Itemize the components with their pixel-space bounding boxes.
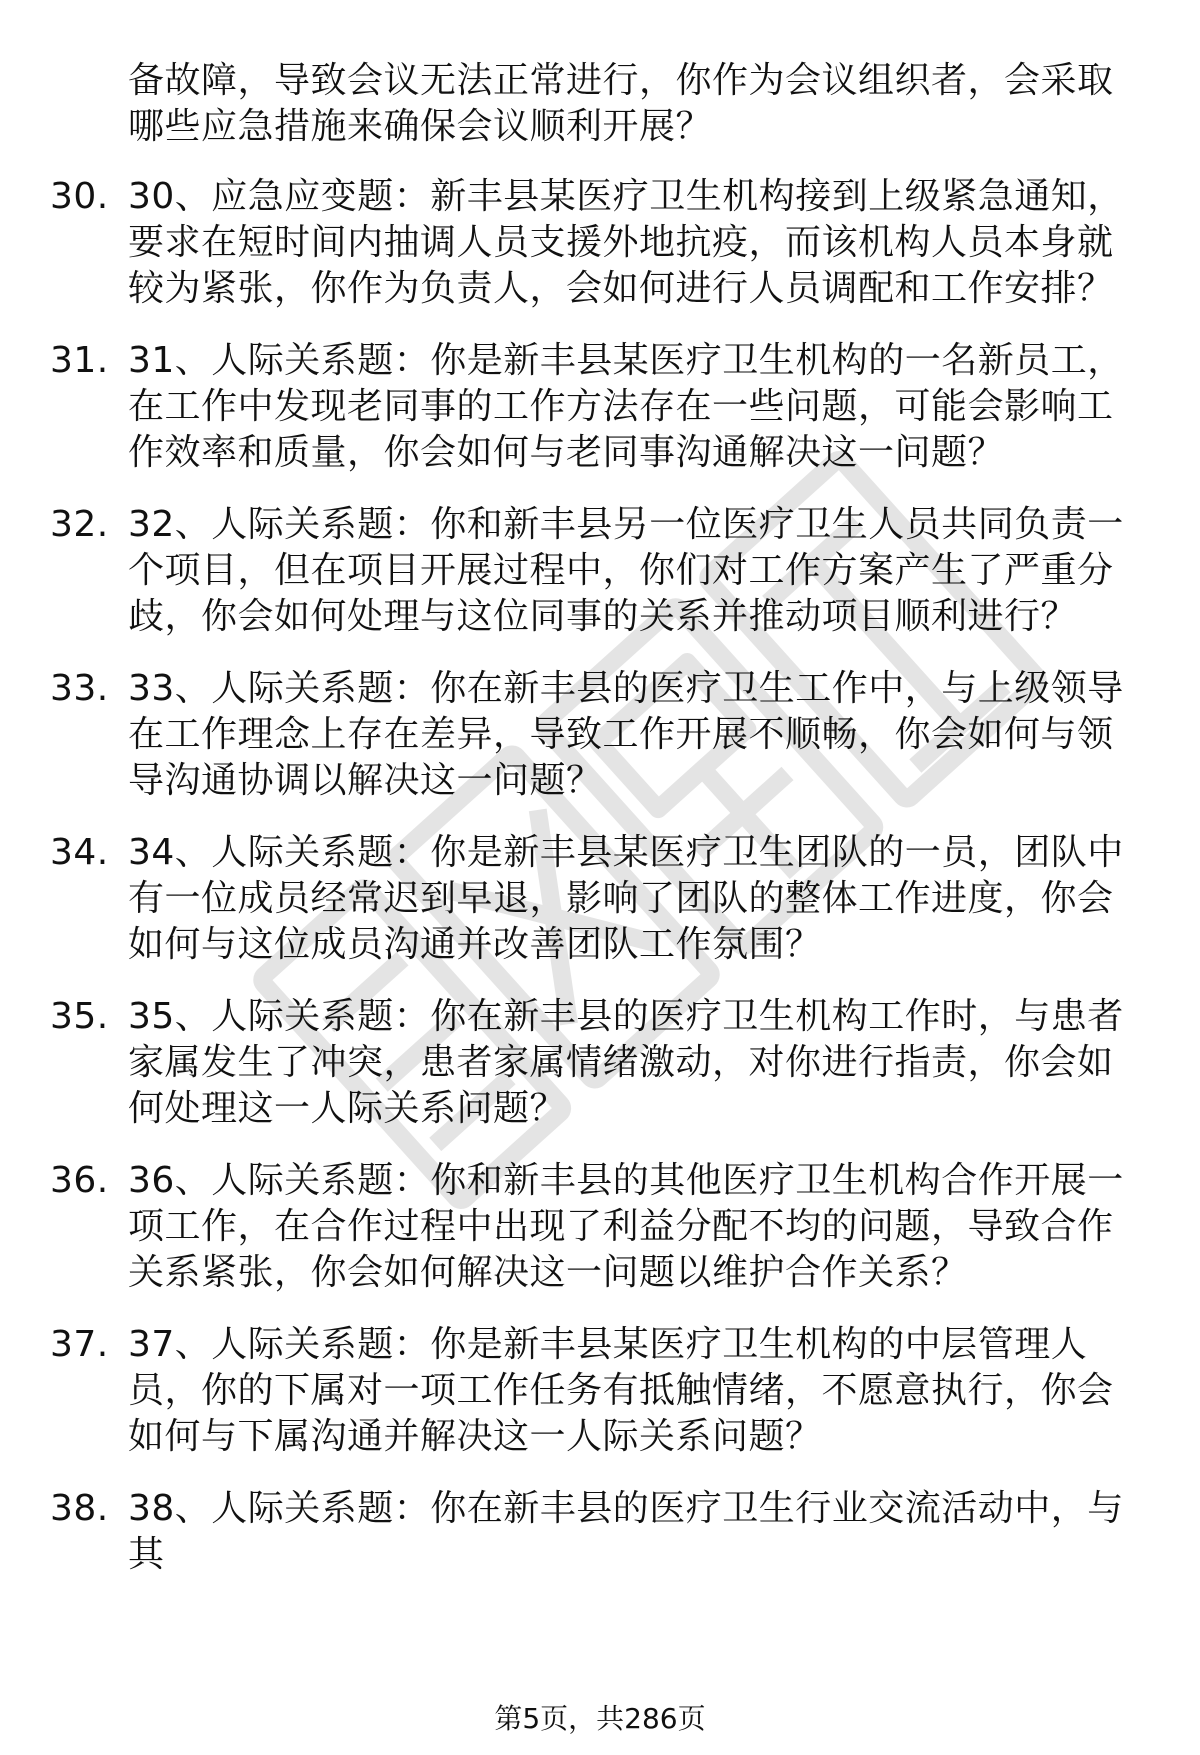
question-number: 36. xyxy=(50,1160,109,1201)
question-text: 35、人际关系题：你在新丰县的医疗卫生机构工作时，与患者家属发生了冲突，患者家属情绪激动，对你进行指责，你会如何处理这一人际关系问题？ xyxy=(128,996,1124,1129)
question-text: 30、应急应变题：新丰县某医疗卫生机构接到上级紧急通知，要求在短时间内抽调人员支援外地抗疫，而该机构人员本身就较为紧张，你作为负责人，会如何进行人员调配和工作安排？ xyxy=(128,176,1124,309)
question-number: 30. xyxy=(50,176,109,217)
question-item xyxy=(50,1158,1150,1296)
question-number: 35. xyxy=(50,996,109,1037)
question-item xyxy=(50,174,1150,312)
question-item xyxy=(50,338,1150,476)
question-text: 32、人际关系题：你和新丰县另一位医疗卫生人员共同负责一个项目，但在项目开展过程中，你们对工作方案产生了严重分歧，你会如何处理与这位同事的关系并推动项目顺利进行？ xyxy=(128,504,1124,637)
question-item xyxy=(50,1322,1150,1460)
question-item xyxy=(50,502,1150,640)
question-item xyxy=(50,830,1150,968)
question-item xyxy=(50,666,1150,804)
page-footer: 第5页，共286页 xyxy=(494,1702,706,1735)
question-item xyxy=(50,1486,1150,1578)
question-number: 34. xyxy=(50,832,109,873)
question-number: 38. xyxy=(50,1488,109,1529)
continuation-paragraph: 备故障，导致会议无法正常进行，你作为会议组织者，会采取哪些应急措施来确保会议顺利开展？ xyxy=(128,60,1114,147)
question-text: 36、人际关系题：你和新丰县的其他医疗卫生机构合作开展一项工作，在合作过程中出现了利益分配不均的问题，导致合作关系紧张，你会如何解决这一问题以维护合作关系？ xyxy=(128,1160,1124,1293)
question-text: 33、人际关系题：你在新丰县的医疗卫生工作中，与上级领导在工作理念上存在差异，导致工作开展不顺畅，你会如何与领导沟通协调以解决这一问题？ xyxy=(128,668,1124,801)
question-text: 34、人际关系题：你是新丰县某医疗卫生团队的一员，团队中有一位成员经常迟到早退，影响了团队的整体工作进度，你会如何与这位成员沟通并改善团队工作氛围？ xyxy=(128,832,1124,965)
question-number: 32. xyxy=(50,504,109,545)
question-item xyxy=(50,994,1150,1132)
question-text: 37、人际关系题：你是新丰县某医疗卫生机构的中层管理人员，你的下属对一项工作任务有抵触情绪，不愿意执行，你会如何与下属沟通并解决这一人际关系问题？ xyxy=(128,1324,1114,1457)
question-number: 37. xyxy=(50,1324,109,1365)
question-number: 31. xyxy=(50,340,109,381)
question-text: 38、人际关系题：你在新丰县的医疗卫生行业交流活动中，与其 xyxy=(128,1488,1124,1575)
question-text: 31、人际关系题：你是新丰县某医疗卫生机构的一名新员工，在工作中发现老同事的工作方法存在一些问题，可能会影响工作效率和质量，你会如何与老同事沟通解决这一问题？ xyxy=(128,340,1124,473)
question-number: 33. xyxy=(50,668,109,709)
